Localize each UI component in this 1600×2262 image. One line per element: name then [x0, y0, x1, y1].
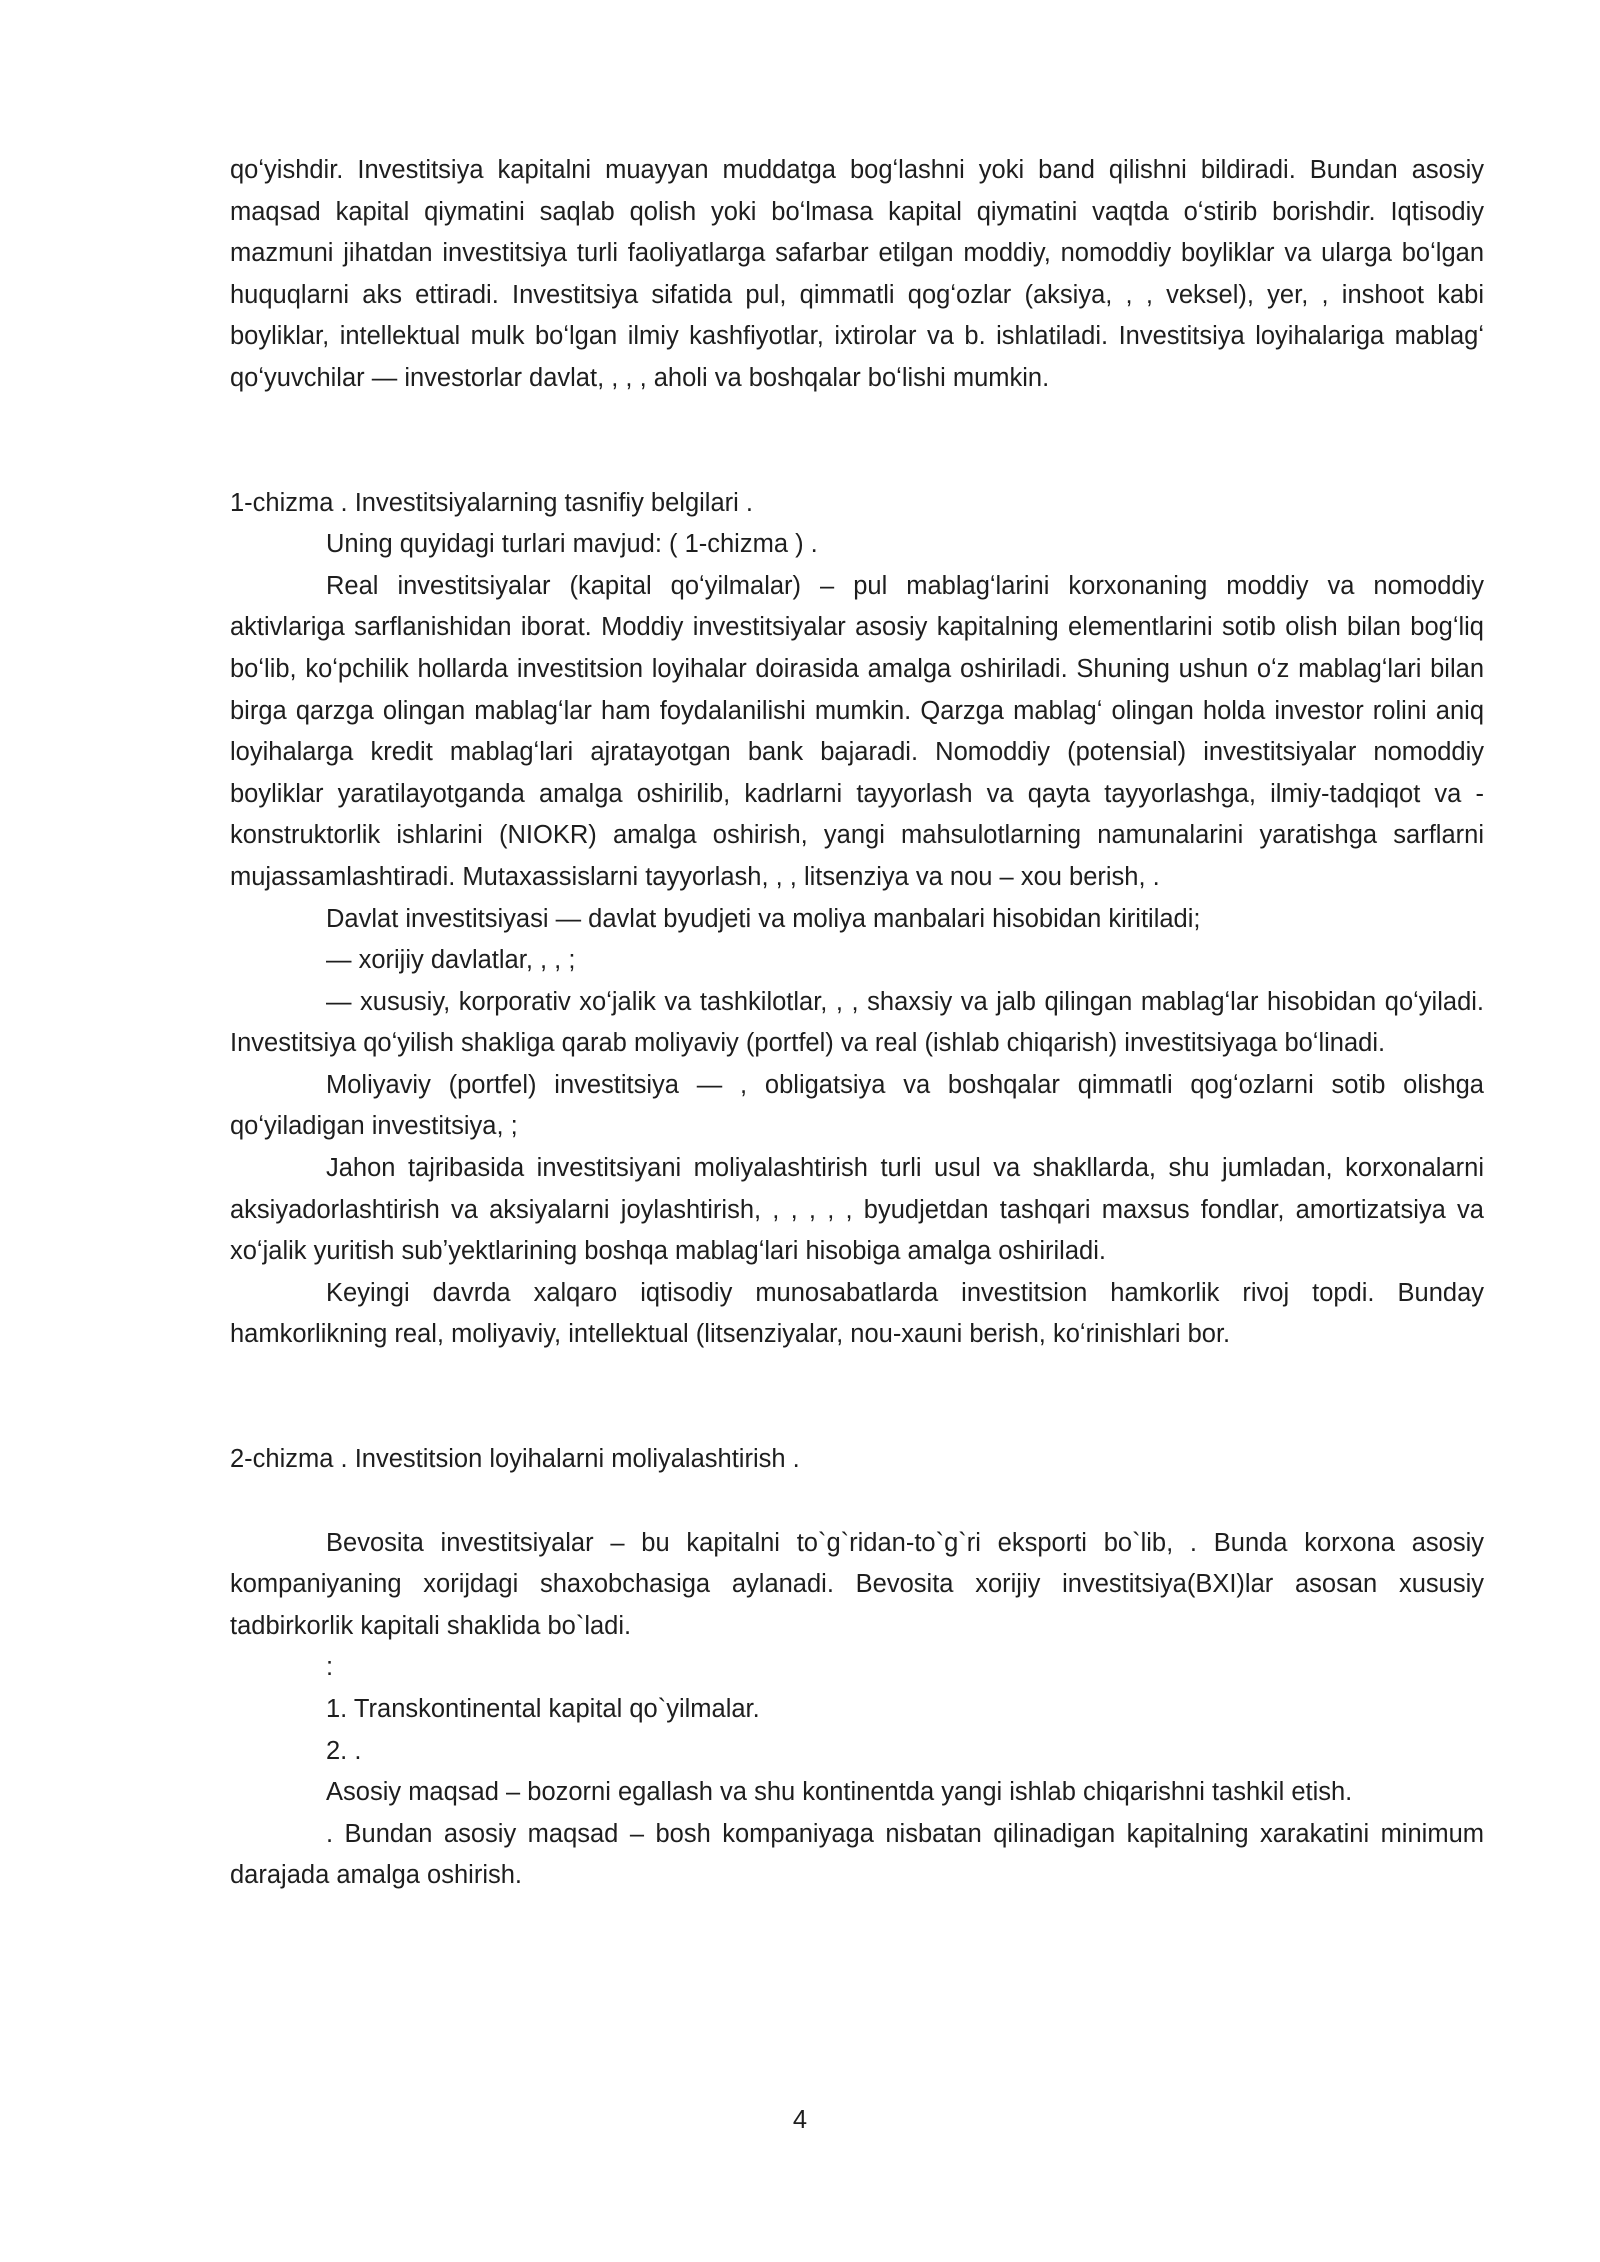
- paragraph-secondary-goal: . Bundan asosiy maqsad – bosh kompaniyaga nisbatan qilinadigan kapitalning xarakatini minimum darajada amalga oshirish.: [230, 1819, 1484, 1890]
- page-body: [230, 150, 1484, 1897]
- page-number: 4: [792, 2106, 808, 2134]
- paragraph-portfolio-investment: Moliyaviy (portfel) investitsiya — , obligatsiya va boshqalar qimmatli qogʻozlarni sotib olishga qoʻyiladigan investitsiya, ;: [230, 1070, 1484, 1141]
- list-item-1: 1. Transkontinental kapital qo`yilmalar.: [326, 1695, 760, 1723]
- paragraph-foreign-states: — xorijiy davlatlar, , , ;: [326, 946, 576, 975]
- figure-caption-1: 1-chizma . Investitsiyalarning tasnifiy belgilari .: [230, 488, 753, 517]
- paragraph-real-investments: Real investitsiyalar (kapital qoʻyilmalar) – pul mablagʻlarini korxonaning moddiy va nomoddiy aktivlariga sarflanishidan iborat. Moddiy investitsiyalar asosiy kapitalning elementlarini sotib olish bilan bogʻliq boʻlib, koʻpchilik hollarda investitsion loyihalar doirasida amalga oshiriladi. Shuning ushun oʻz mablagʻlari bilan birga qarzga olingan mablagʻlar ham foydalanilishi mumkin. Qarzga mablagʻ olingan holda investor rolini aniq loyihalarga kredit mablagʻlari ajratayotgan bank bajaradi. Nomoddiy (potensial) investitsiyalar nomoddiy boyliklar yaratilayotganda amalga oshirilib, kadrlarni tayyorlash va qayta tayyorlashga, ilmiy-tadqiqot va -konstruktorlik ishlarini (NIOKR) amalga oshirish, yangi mahsulotlarning namunalarini yaratishga sarflarni mujassamlashtiradi. Mutaxassislarni tayyorlash, , , litsenziya va nou – xou berish, .: [230, 571, 1484, 891]
- spacer: [230, 400, 1484, 483]
- spacer: [230, 1356, 1484, 1439]
- paragraph-direct-investments: Bevosita investitsiyalar – bu kapitalni to`g`ridan-to`g`ri eksporti bo`lib, . Bunda korxona asosiy kompaniyaning xorijdagi shaxobchasiga aylanadi. Bevosita xorijiy investitsiya(BXI)lar asosan xususiy tadbirkorlik kapitali shaklida bo`ladi.: [230, 1528, 1484, 1640]
- paragraph-private-investment: — xususiy, korporativ xoʻjalik va tashkilotlar, , , shaxsiy va jalb qilingan mablagʻlar hisobidan qoʻyiladi. Investitsiya qoʻyilish shakliga qarab moliyaviy (portfel) va real (ishlab chiqarish) investitsiyaga boʻlinadi.: [230, 987, 1484, 1058]
- spacer: [230, 1481, 1484, 1523]
- figure-caption-2: 2-chizma . Investitsion loyihalarni moliyalashtirish .: [230, 1445, 800, 1474]
- list-item-2: 2. .: [326, 1736, 362, 1765]
- paragraph-international-cooperation: Keyingi davrda xalqaro iqtisodiy munosabatlarda investitsion hamkorlik rivoj topdi. Bunday hamkorlikning real, moliyaviy, intellektual (litsenziyalar, nou-xauni berish, koʻrinishlari bor.: [230, 1278, 1484, 1349]
- paragraph-investment-definition: qoʻyishdir. Investitsiya kapitalni muayyan muddatga bogʻlashni yoki band qilishni bildiradi. Bundan asosiy maqsad kapital qiymatini saqlab qolish yoki boʻlmasa kapital qiymatini vaqtda oʻstirib borishdir. Iqtisodiy mazmuni jihatdan investitsiya turli faoliyatlarga safarbar etilgan moddiy, nomoddiy boyliklar va ularga boʻlgan huquqlarni aks ettiradi. Investitsiya sifatida pul, qimmatli qogʻozlar (aksiya, , , veksel), yer, , inshoot kabi boyliklar, intellektual mulk boʻlgan ilmiy kashfiyotlar, ixtirolar va b. ishlatiladi. Investitsiya loyihalariga mablagʻ qoʻyuvchilar — investorlar davlat, , , , aholi va boshqalar boʻlishi mumkin.: [230, 156, 1484, 392]
- paragraph-world-practice: Jahon tajribasida investitsiyani moliyalashtirish turli usul va shakllarda, shu jumladan, korxonalarni aksiyadorlashtirish va aksiyalarni joylashtirish, , , , , , byudjetdan tashqari maxsus fondlar, amortizatsiya va xoʻjalik yuritish subʼyektlarining boshqa mablagʻlari hisobiga amalga oshiriladi.: [230, 1154, 1484, 1266]
- paragraph-colon: :: [326, 1653, 334, 1682]
- paragraph-types-intro: Uning quyidagi turlari mavjud: ( 1-chizma ) .: [326, 530, 818, 559]
- paragraph-main-goal: Asosiy maqsad – bozorni egallash va shu kontinentda yangi ishlab chiqarishni tashkil etish.: [326, 1778, 1353, 1807]
- paragraph-state-investment: Davlat investitsiyasi — davlat byudjeti va moliya manbalari hisobidan kiritiladi;: [326, 904, 1201, 933]
